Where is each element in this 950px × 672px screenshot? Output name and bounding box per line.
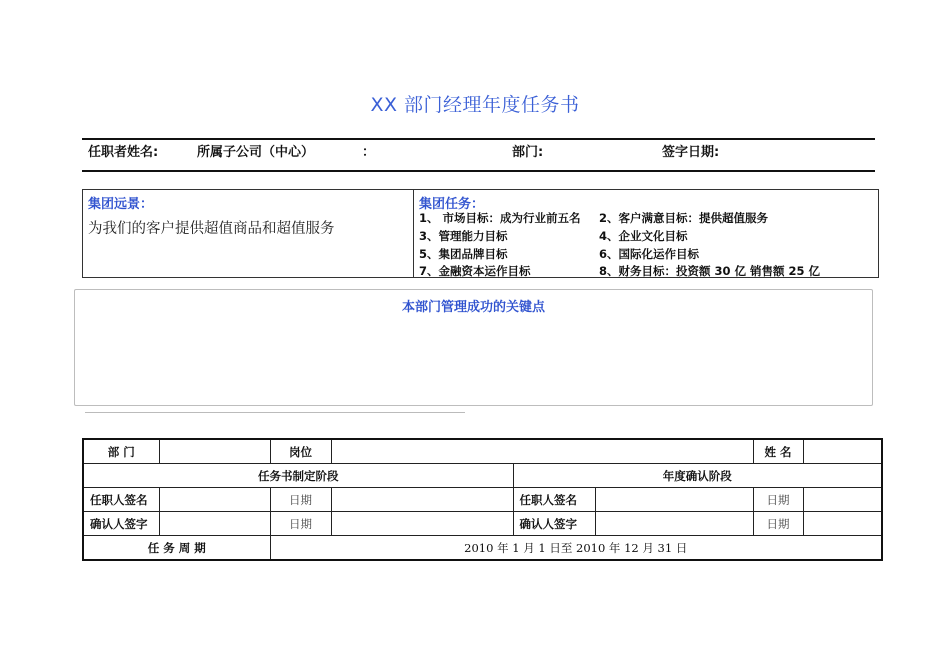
task-item-5: 5、集团品牌目标 — [419, 247, 508, 261]
dept-cell-value[interactable] — [159, 439, 270, 464]
confirm-holder-date-label: 日期 — [753, 488, 803, 512]
holder-date-label: 日期 — [270, 488, 331, 512]
tasks-label: 集团任务： — [419, 197, 485, 212]
table-row — [83, 464, 882, 488]
confirm-confirmer-date-value[interactable] — [803, 512, 882, 536]
post-cell-value[interactable] — [331, 439, 753, 464]
company-colon: ： — [362, 145, 376, 160]
vision-tasks-box — [82, 189, 879, 278]
table-row — [83, 512, 882, 536]
name-label: 任职者姓名: — [88, 145, 159, 160]
company-label: 所属子公司（中心） — [197, 145, 315, 160]
table-row — [83, 439, 882, 464]
confirm-confirmer-sign-value[interactable] — [595, 512, 753, 536]
task-item-1: 1、 市场目标：成为行业前五名 — [419, 211, 581, 225]
holder-sign-value[interactable] — [159, 488, 270, 512]
confirmer-sign-value[interactable] — [159, 512, 270, 536]
stage-plan-header: 任务书制定阶段 — [83, 464, 513, 488]
stage-confirm-header: 年度确认阶段 — [513, 464, 882, 488]
name-cell-label: 姓 名 — [753, 439, 803, 464]
key-points-title: 本部门管理成功的关键点 — [401, 300, 545, 315]
separator-line — [85, 412, 465, 413]
vision-tasks-divider — [413, 190, 414, 277]
confirmer-date-label: 日期 — [270, 512, 331, 536]
vision-label: 集团远景： — [88, 197, 154, 212]
holder-date-value[interactable] — [331, 488, 513, 512]
vision-text: 为我们的客户提供超值商品和超值服务 — [88, 221, 335, 237]
task-item-4: 4、企业文化目标 — [599, 229, 688, 243]
info-top-rule — [82, 138, 875, 140]
signature-table — [82, 438, 883, 561]
table-row — [83, 536, 882, 561]
name-cell-value[interactable] — [803, 439, 882, 464]
task-item-2: 2、客户满意目标：提供超值服务 — [599, 211, 768, 225]
confirmer-date-value[interactable] — [331, 512, 513, 536]
key-points-box — [74, 289, 873, 406]
confirm-holder-date-value[interactable] — [803, 488, 882, 512]
confirmer-sign-label: 确认人签字 — [83, 512, 159, 536]
period-value: 2010 年 1 月 1 日至 2010 年 12 月 31 日 — [270, 536, 882, 561]
period-label: 任 务 周 期 — [83, 536, 270, 561]
task-item-8: 8、财务目标：投资额 30 亿 销售额 25 亿 — [599, 264, 821, 278]
info-bottom-rule — [82, 170, 875, 172]
dept-label: 部门: — [512, 145, 544, 160]
post-cell-label: 岗位 — [270, 439, 331, 464]
confirm-confirmer-date-label: 日期 — [753, 512, 803, 536]
confirm-holder-sign-label: 任职人签名 — [513, 488, 595, 512]
task-item-3: 3、管理能力目标 — [419, 229, 508, 243]
task-item-6: 6、国际化运作目标 — [599, 247, 700, 261]
task-item-7: 7、金融资本运作目标 — [419, 264, 531, 278]
confirm-holder-sign-value[interactable] — [595, 488, 753, 512]
table-row — [83, 488, 882, 512]
dept-cell-label: 部 门 — [83, 439, 159, 464]
page-title: XX 部门经理年度任务书 — [370, 94, 580, 116]
sign-date-label: 签字日期: — [662, 145, 720, 160]
confirm-confirmer-sign-label: 确认人签字 — [513, 512, 595, 536]
holder-sign-label: 任职人签名 — [83, 488, 159, 512]
